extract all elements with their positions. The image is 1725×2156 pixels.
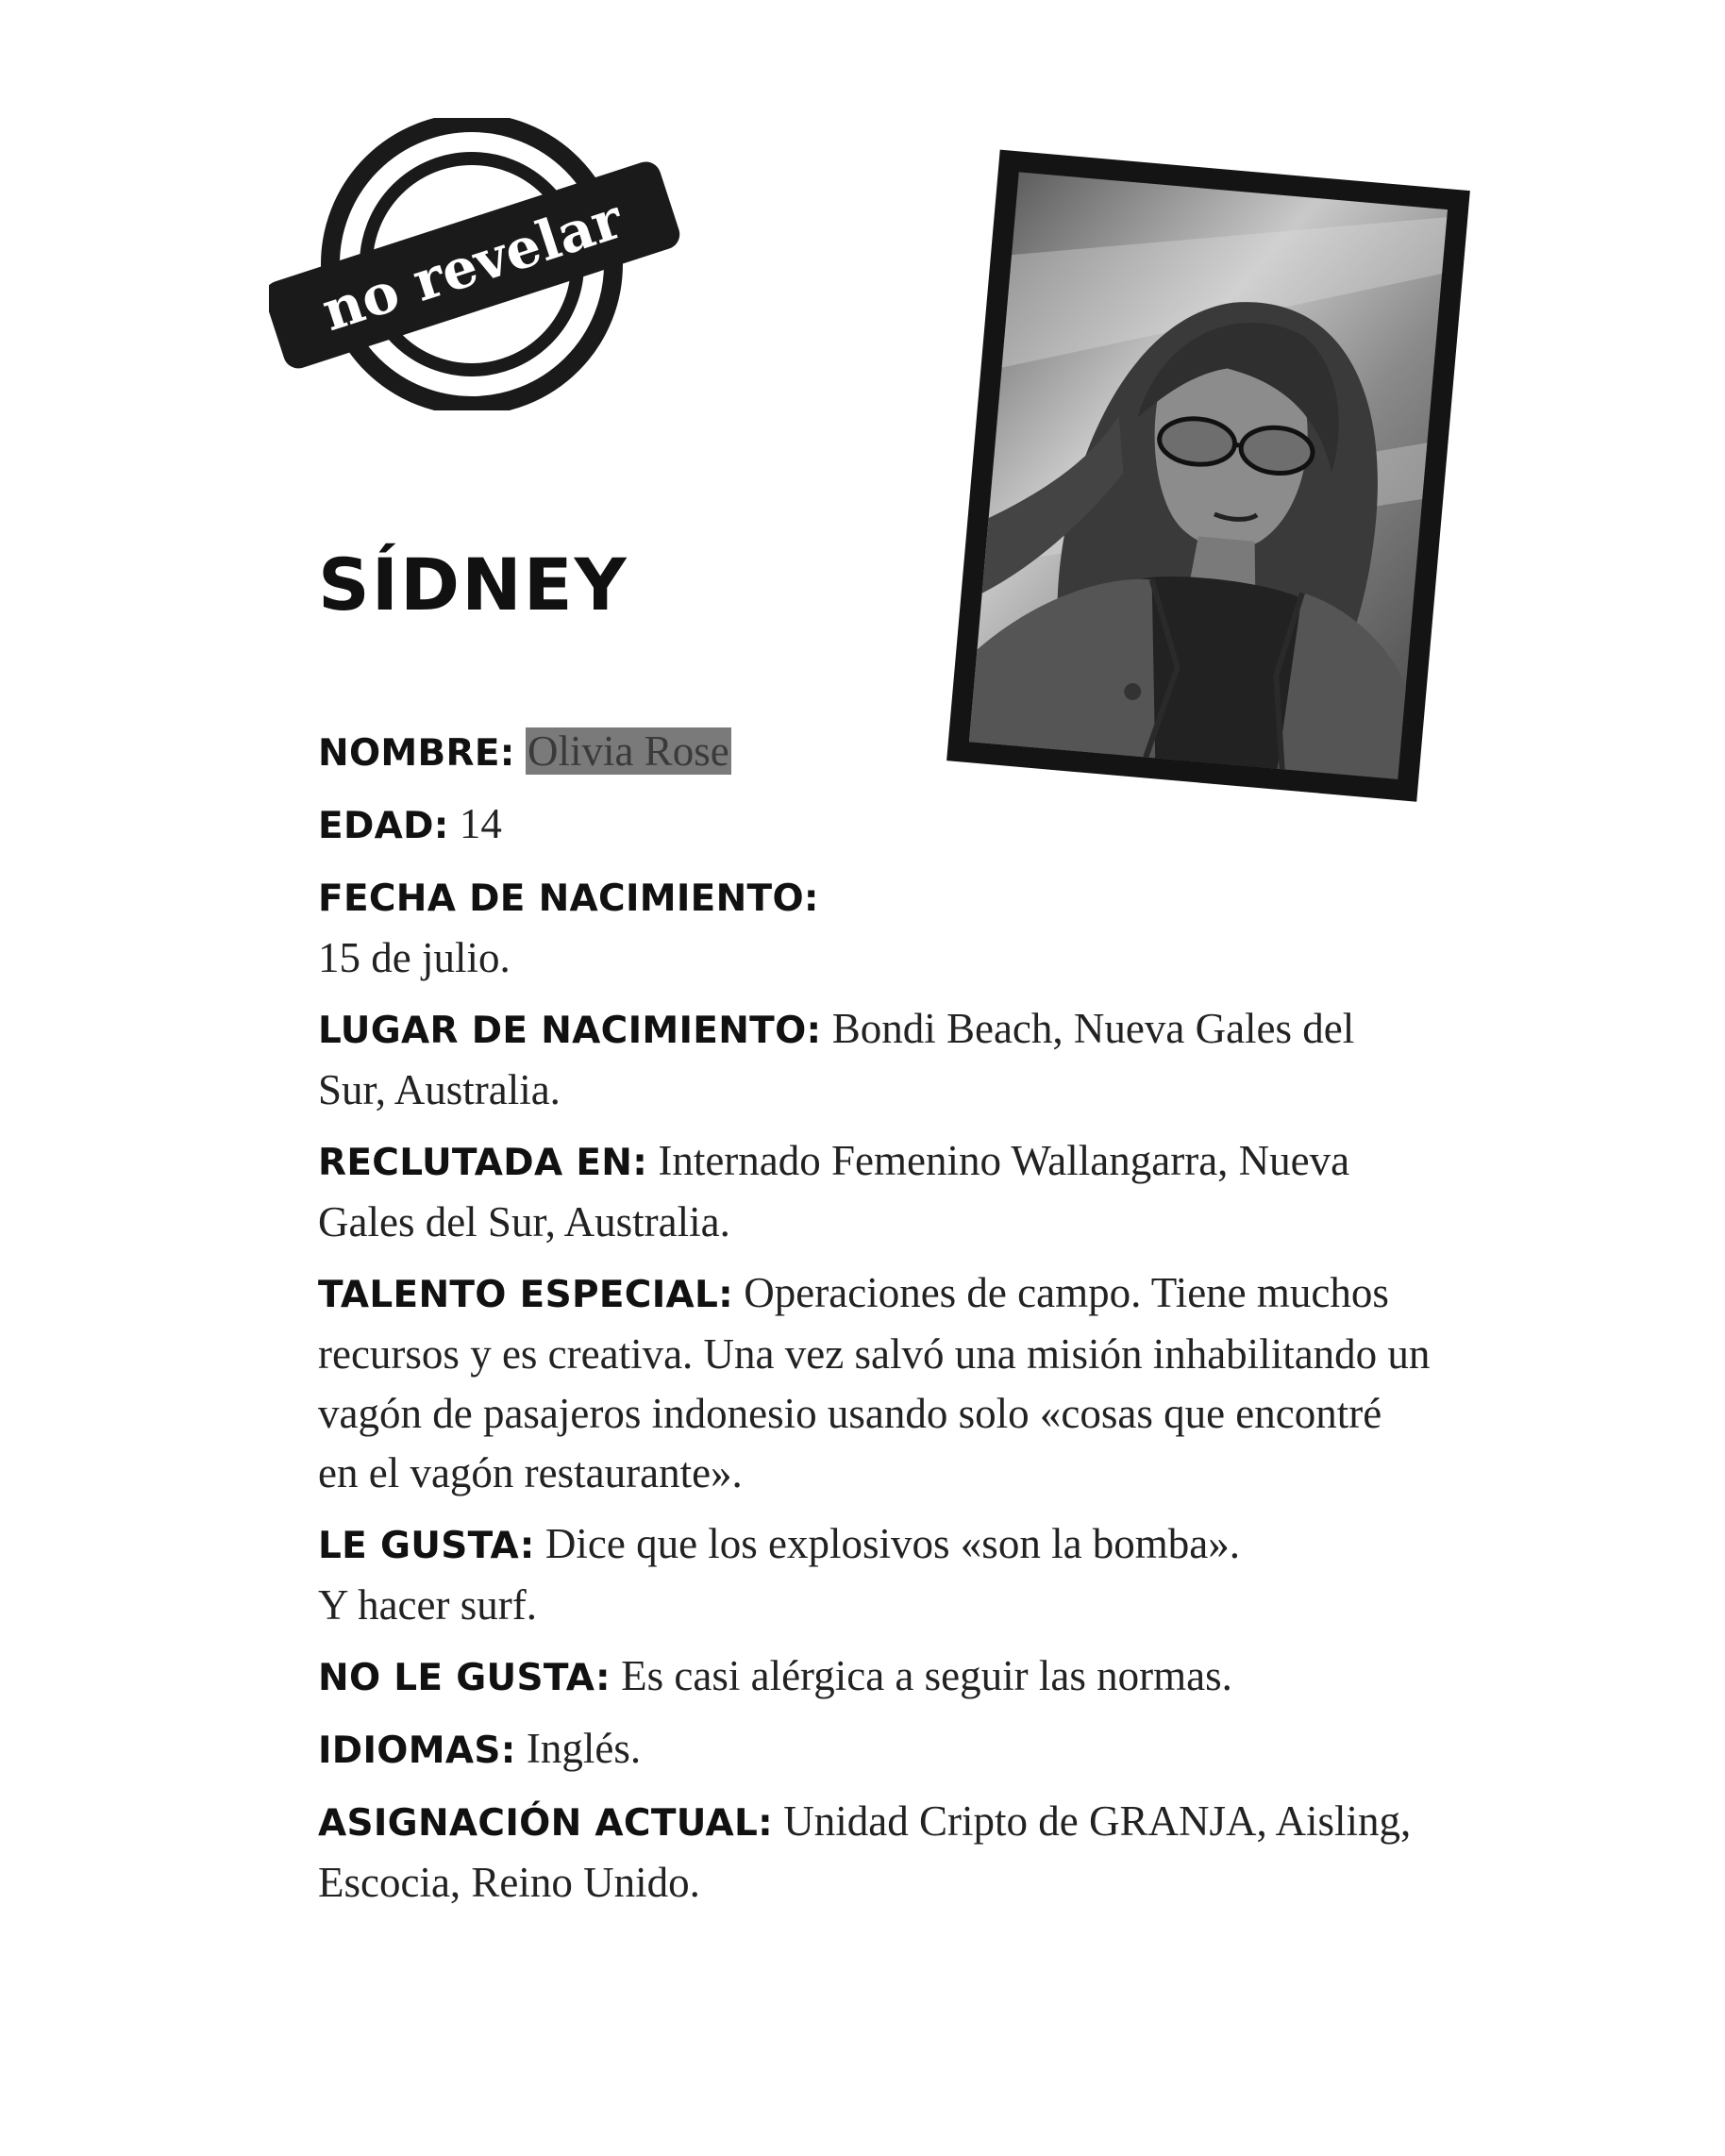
field-reclutada-en <box>318 1131 1432 1252</box>
stamp-label: no revelar <box>314 186 630 344</box>
field-edad <box>318 794 1432 856</box>
field-value-extra: Y hacer surf. <box>318 1581 537 1629</box>
field-label: EDAD: <box>318 805 449 847</box>
field-label: ASIGNACIÓN ACTUAL: <box>318 1802 774 1845</box>
field-value: 14 <box>459 800 502 847</box>
field-nombre <box>318 722 1432 783</box>
field-label: RECLUTADA EN: <box>318 1142 648 1184</box>
agent-profile-fields <box>318 722 1432 1924</box>
no-revelar-stamp <box>269 118 684 410</box>
redacted-value: Olivia Rose <box>527 727 729 775</box>
field-label: FECHA DE NACIMIENTO: <box>318 877 819 920</box>
field-value: Internado Femenino Wallangarra, Nueva Gales del Sur, Australia. <box>318 1137 1350 1245</box>
field-label: LUGAR DE NACIMIENTO: <box>318 1010 822 1052</box>
field-no-le-gusta <box>318 1646 1432 1708</box>
field-fecha-nacimiento <box>318 867 1432 988</box>
field-le-gusta <box>318 1514 1432 1635</box>
field-value: Unidad Cripto de GRANJA, Aisling, Escocia, Reino Unido. <box>318 1797 1412 1906</box>
agent-photo <box>934 142 1500 821</box>
field-talento-especial <box>318 1263 1432 1503</box>
field-label: NO LE GUSTA: <box>318 1657 611 1699</box>
field-label: LE GUSTA: <box>318 1525 535 1567</box>
field-idiomas <box>318 1719 1432 1780</box>
field-label: TALENTO ESPECIAL: <box>318 1274 734 1316</box>
field-label: NOMBRE: <box>318 732 515 775</box>
field-value: Bondi Beach, Nueva Gales del Sur, Australia. <box>318 1005 1355 1113</box>
field-value: Dice que los explosivos «son la bomba». <box>544 1520 1241 1567</box>
field-value: 15 de julio. <box>318 934 511 981</box>
field-label: IDIOMAS: <box>318 1730 516 1772</box>
field-value: Es casi alérgica a seguir las normas. <box>621 1652 1232 1699</box>
field-value: Inglés. <box>526 1725 642 1772</box>
agent-codename: SÍDNEY <box>318 543 628 627</box>
field-asignacion-actual <box>318 1792 1432 1913</box>
field-lugar-nacimiento <box>318 999 1432 1120</box>
field-value: Operaciones de campo. Tiene muchos recursos y es creativa. Una vez salvó una misión inhabilitando un vagón de pasajeros indonesio usando solo «cosas que encontré en el vagón restaurante». <box>318 1269 1431 1496</box>
